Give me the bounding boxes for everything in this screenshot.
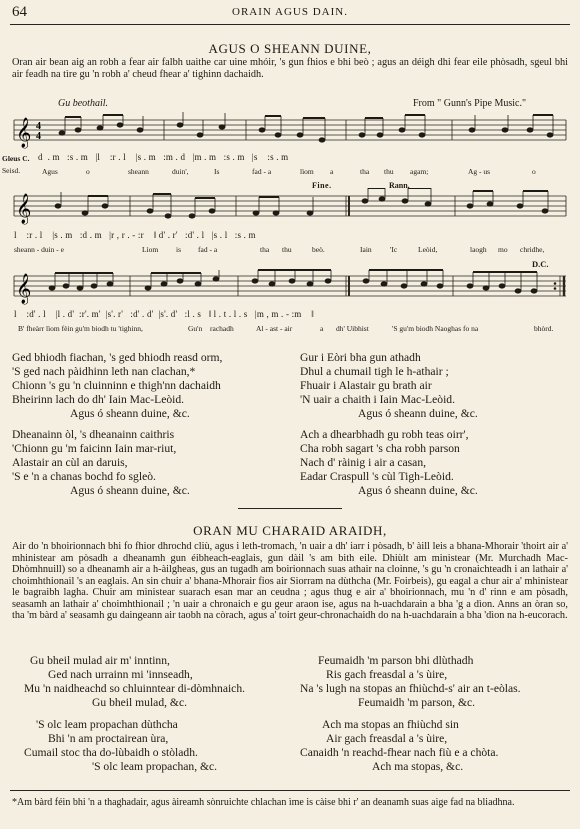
syllable: fad - a bbox=[198, 245, 218, 254]
syllable: a bbox=[330, 167, 334, 176]
syllable: B' fheàrr lìom fèin gu'm biodh tu 'tighinn, bbox=[18, 324, 143, 333]
verse-line: Nach d' ràinig i air a casan, bbox=[300, 456, 427, 470]
footnote: *Am bàrd féin bhi 'n a thaghadair, agus àireamh sònruichte chlachan ìme is càise bhi r' an deanamh suas aige fad na bliadhna. bbox=[12, 797, 515, 808]
syllable: fad - a bbox=[252, 167, 272, 176]
verse-line: 'S olc leam propachan dùthcha bbox=[36, 718, 178, 731]
verse-line: 'Chionn gu 'm faicinn Iain mar-riut, bbox=[12, 442, 177, 456]
verse-line: Canaidh 'n reachd-fhear nach fiù e a chòta. bbox=[300, 746, 499, 760]
music-staff-1 bbox=[0, 112, 580, 152]
footnote-rule bbox=[10, 790, 570, 791]
syllable: sheann bbox=[128, 167, 149, 176]
page-number: 64 bbox=[12, 4, 27, 20]
song-intro: Air do 'n bhoirionnach bhi fo fhior dhrochd cliù, agus i leth-tromach, 'n uair a dh' iarr i pòsadh, b' àill leis a bhana-Mhorair 'thoirt air a' mhinistear am pòsadh a dheanamh gun éibheach-eaglais, gun dàil 's am bith eile. Dhiùlt am ministear (Mr. Murchadh Mac-Dhòmhnuill) so a dheanamh air a h-àilgheas, gus an tugadh am boirionnach suas athair na cloinne, 's gu 'n cronaichteadh i an lathair a' choimhthionail 's an eaglais. An sin chuir a' bhana-Mhorair fios air Siorram na dùthcha (Mr. Foirbeis), gu eagal a chur air a' mhinistear le bagraibh lagha. Chuir am ministear suarach esan mar an ceudna ; agus thug e air a' bhoirionnach, mu 'n d' rinn e am pòsadh, seasamh an lathair a' choimhthionail ; 'n uair a chronaich e gu geur araon ise, agus na h-uachdarain a bha 'g a dìon. Anns an òran so, tha 'm bàrd a' seasamh gu daingeann air taobh na còrach, agus a' toirt geur-chronachaidh do na h-uachdarain a bha 'dìon na h-eucorach. bbox=[12, 541, 568, 621]
verse-2 bbox=[12, 428, 190, 498]
seisd-label: Seisd. bbox=[2, 166, 21, 175]
dc-label: D.C. bbox=[532, 259, 549, 269]
verse-refrain: Gu bheil mulad, &c. bbox=[92, 696, 187, 710]
music-source: From " Gunn's Pipe Music." bbox=[413, 98, 527, 109]
music-staff-3 bbox=[0, 268, 580, 308]
section-divider bbox=[238, 508, 342, 509]
verse-line: Chionn 's gu 'n cluinninn e thigh'nn dachaidh bbox=[12, 379, 221, 393]
verse-line: Dhul a chumail tigh le h-athair ; bbox=[300, 365, 449, 379]
tempo-marking: Gu beothail. bbox=[58, 98, 108, 109]
fine-label: Fine. bbox=[312, 181, 332, 190]
verse-line: Cha robh sagart 's cha robh parson bbox=[300, 442, 460, 456]
syllable: agam; bbox=[410, 167, 429, 176]
syllable: Gu'n bbox=[188, 324, 203, 333]
music-staff-2 bbox=[0, 188, 580, 228]
solfa-line-2: l :r . l |s . m :d . m |r , r . - :r ‖ d' . r' :d' . l |s . l :s . m bbox=[14, 230, 256, 240]
syllable: Leòid, bbox=[418, 245, 438, 254]
syllables-line-1 bbox=[38, 167, 568, 177]
syllable: tha bbox=[260, 245, 270, 254]
syllable: mo bbox=[498, 245, 508, 254]
verse-refrain: 'S olc leam propachan, &c. bbox=[92, 760, 218, 774]
verse-refrain: Feumaidh 'm parson, &c. bbox=[358, 696, 476, 710]
svg-text:4: 4 bbox=[36, 121, 41, 132]
syllable: o bbox=[86, 167, 90, 176]
syllable: Agus bbox=[42, 167, 58, 176]
verse-line: Bheirinn lach do dh' Iain Mac-Leòid. bbox=[12, 393, 185, 407]
verse-refrain: Agus ó sheann duine, &c. bbox=[358, 484, 478, 498]
syllable: Iain bbox=[360, 245, 372, 254]
verse-refrain: Agus ó sheann duine, &c. bbox=[358, 407, 478, 421]
verse-1 bbox=[24, 654, 246, 710]
syllable: beò. bbox=[312, 245, 325, 254]
syllable: thu bbox=[282, 245, 292, 254]
verse-refrain: Agus ó sheann duine, &c. bbox=[70, 484, 190, 498]
header-rule bbox=[10, 24, 570, 25]
verse-line: Ged nach urrainn mi 'innseadh, bbox=[48, 668, 193, 682]
syllable: 'S gu'm biodh Naoghas fo na bbox=[392, 324, 479, 333]
verse-line: Gu bheil mulad air m' inntinn, bbox=[30, 654, 170, 667]
treble-clef-icon: 𝄞 bbox=[16, 274, 32, 303]
verse-refrain: Ach ma stopas, &c. bbox=[372, 760, 464, 774]
svg-text:4: 4 bbox=[36, 131, 41, 142]
verse-line: 'S ged nach pàidhinn leth nan clachan,* bbox=[12, 365, 196, 379]
verse-line: Mu 'n naidheachd so chluinntear di-dòmhnaich. bbox=[24, 682, 246, 696]
verse-4 bbox=[300, 718, 499, 774]
song-title: ORAN MU CHARAID ARAIDH, bbox=[193, 523, 387, 538]
verse-line: 'S e 'n a chanas bochd fo sgleò. bbox=[12, 470, 156, 484]
verse-refrain: Agus ó sheann duine, &c. bbox=[70, 407, 190, 421]
verse-line: Ach a dhearbhadh gu robh teas oirr', bbox=[300, 428, 469, 441]
syllable: duin', bbox=[172, 167, 189, 176]
verse-line: Na 's lugh na stopas an fhiùchd-s' air an t-eòlas. bbox=[300, 682, 521, 696]
verse-line: Ach ma stopas an fhiùchd sin bbox=[322, 718, 459, 731]
verse-line: Air gach freasdal a 's ùire, bbox=[326, 732, 448, 746]
verse-line: Dheanainn òl, 's dheanainn caithris bbox=[12, 428, 175, 441]
rann-label: Rann. bbox=[389, 181, 410, 190]
running-title: ORAIN AGUS DAIN. bbox=[232, 6, 348, 18]
syllable: a bbox=[320, 324, 324, 333]
syllable: lìom bbox=[300, 167, 314, 176]
verse-line: Feumaidh 'm parson bhi dlùthadh bbox=[318, 654, 474, 667]
syllable: bhòrd. bbox=[534, 324, 554, 333]
syllables-line-2 bbox=[14, 245, 568, 255]
verse-3 bbox=[300, 351, 478, 421]
verse-line: Bhi 'n am proctairean ùra, bbox=[48, 732, 169, 746]
verse-4 bbox=[300, 428, 478, 498]
solfa-line-3: l :d' . l |l . d' :r'. m' |s'. r' :d' . d' |s'. d' :l . s ‖ l . t . l . s |m , m . - :m ‖ bbox=[14, 309, 315, 319]
verse-line: Alastair an cùl an daruis, bbox=[12, 456, 128, 470]
syllable: 'Ic bbox=[390, 245, 398, 254]
syllable: laogh bbox=[470, 245, 487, 254]
syllable: sheann - duin - e bbox=[14, 245, 64, 254]
verse-line: Cumail stoc tha do-lùbaidh o stòladh. bbox=[24, 746, 198, 760]
syllable: dh' Uibhist bbox=[336, 324, 369, 333]
verse-line: Fhuair i Alastair gu brath air bbox=[300, 379, 432, 393]
song-intro: Oran air bean aig an robh a fear air falbh uaithe car uine mhóir, 's gun fhios e bhi beò ; agus an déigh dhi fear eile phòsadh, sgeul bhi air feadh na tìre gu 'n robh a' cheud fhear a' tighinn dachaidh. bbox=[12, 57, 568, 80]
syllable: Lìom bbox=[142, 245, 159, 254]
treble-clef-icon: 𝄞 bbox=[16, 118, 32, 147]
verse-3 bbox=[300, 654, 521, 710]
treble-clef-icon: 𝄞 bbox=[16, 194, 32, 223]
syllable: Is bbox=[214, 167, 220, 176]
solfa-line-1: d . m :s . m |l :r . l |s . m :m . d |m . m :s . m |s :s . m bbox=[38, 152, 289, 162]
syllable: Ag - us bbox=[468, 167, 491, 176]
syllable: o bbox=[532, 167, 536, 176]
verse-line: Gur i Eòri bha gun athadh bbox=[300, 351, 421, 364]
verse-1 bbox=[12, 351, 222, 421]
syllable: chridhe, bbox=[520, 245, 545, 254]
verse-line: Eadar Craspull 's cùl Tigh-Leòid. bbox=[300, 470, 454, 484]
syllable: is bbox=[176, 245, 182, 254]
syllable: tha bbox=[360, 167, 370, 176]
verse-line: 'N uair a chaith i Iain Mac-Leòid. bbox=[300, 393, 455, 407]
syllable: rachadh bbox=[210, 324, 234, 333]
verse-2 bbox=[24, 718, 218, 774]
syllable: Al - ast - air bbox=[256, 324, 293, 333]
syllable: thu bbox=[384, 167, 394, 176]
verse-line: Ged bhiodh fiachan, 's ged bhiodh reasd orm, bbox=[12, 351, 223, 364]
syllables-line-3 bbox=[14, 324, 568, 334]
song-title: AGUS O SHEANN DUINE, bbox=[208, 41, 372, 56]
key-label: Gleus C. bbox=[2, 154, 30, 163]
verse-line: Ris gach freasdal a 's ùire, bbox=[326, 668, 448, 682]
